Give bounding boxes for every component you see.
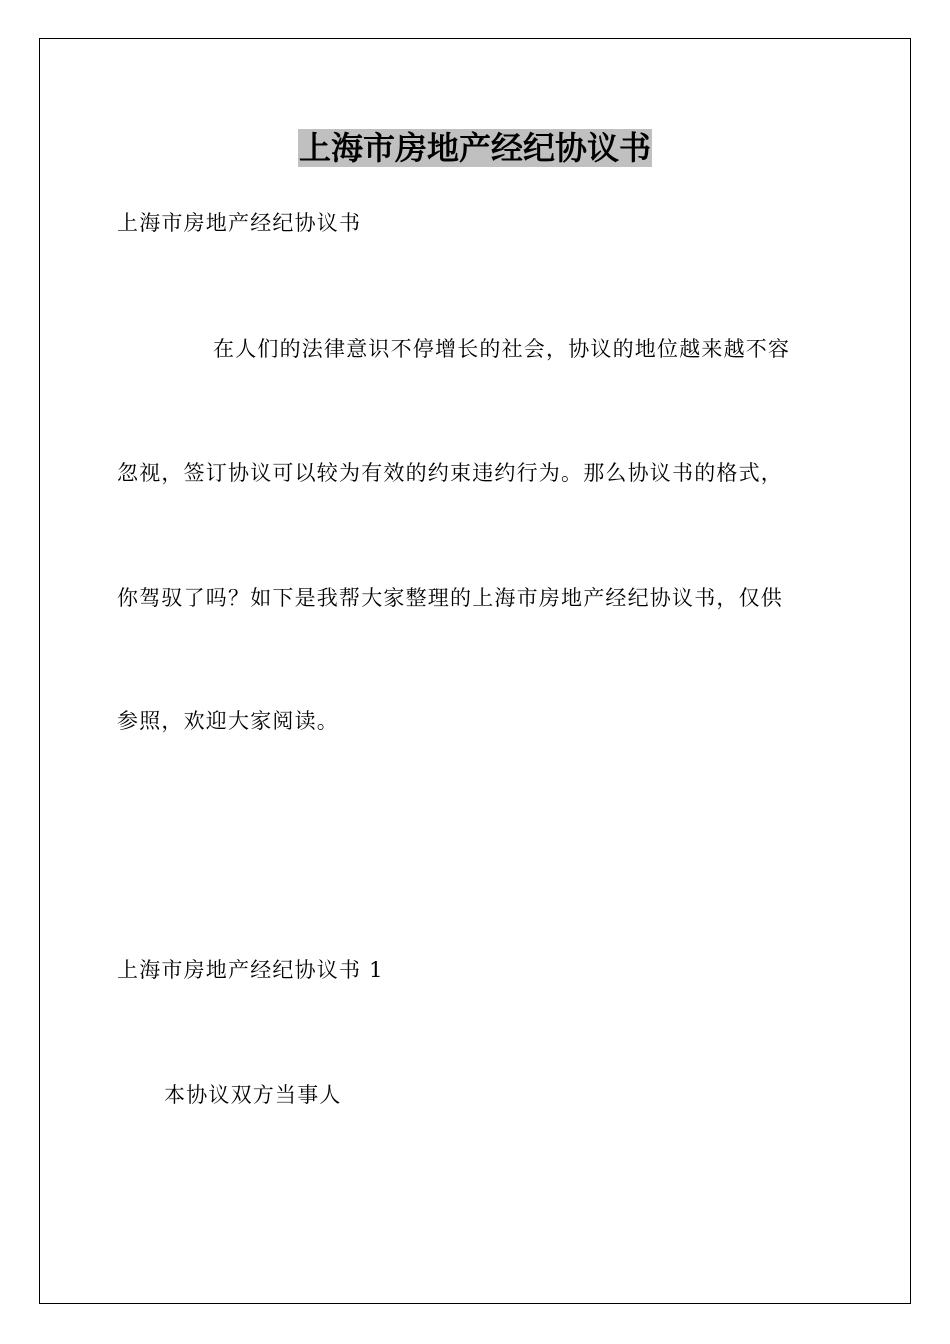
document-title-text: 上海市房地产经纪协议书 <box>298 129 651 167</box>
intro-line-3: 你驾驭了吗？如下是我帮大家整理的上海市房地产经纪协议书，仅供 <box>117 586 783 610</box>
section-text: 本协议双方当事人 <box>164 1083 342 1107</box>
section-heading: 上海市房地产经纪协议书 1 <box>117 958 384 982</box>
document-subtitle: 上海市房地产经纪协议书 <box>117 211 362 235</box>
intro-line-2: 忽视，签订协议可以较为有效的约束违约行为。那么协议书的格式， <box>117 461 783 485</box>
document-title <box>0 124 950 172</box>
intro-line-4: 参照，欢迎大家阅读。 <box>117 709 339 733</box>
intro-line-1: 在人们的法律意识不停增长的社会，协议的地位越来越不容 <box>213 337 791 361</box>
